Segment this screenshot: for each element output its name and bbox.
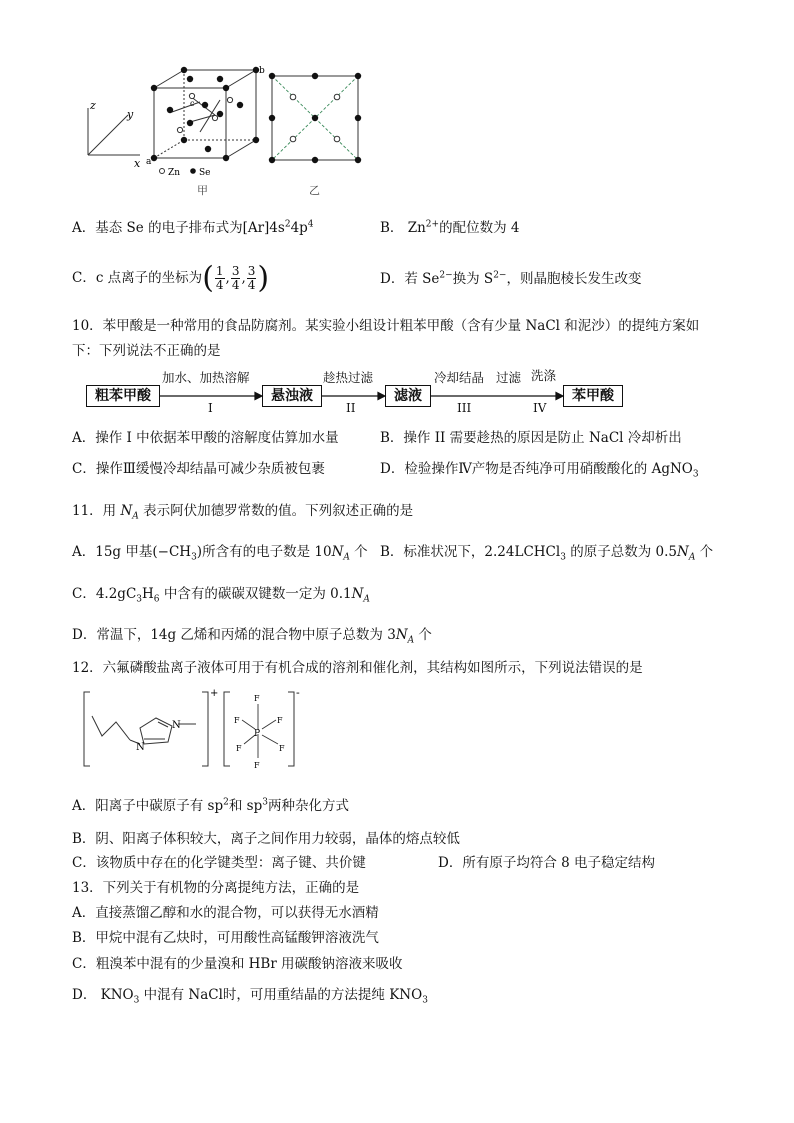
ring-nitrogen-top: N [172,720,181,731]
q12-option-d: D．所有原子均符合 8 电子稳定结构 [438,855,655,871]
legend-se: Se [199,168,211,178]
q11-option-d: D．常温下，14g 乙烯和丙烯的混合物中原子总数为 $3N_A$ 个 [72,627,432,646]
flow-box-filtrate: 滤液 [385,385,431,407]
q13-option-b: B．甲烷中混有乙炔时，可用酸性高锰酸钾溶液洗气 [72,930,379,946]
fluorine-atom: F [277,716,283,725]
fluorine-atom: F [234,716,240,725]
flow-step3b-label: 过滤 [496,370,522,385]
q12-option-b: B．阴、阳离子体积较大，离子之间作用力较弱，晶体的熔点较低 [72,831,460,847]
q13-option-c: C．粗溴苯中混有的少量溴和 HBr 用碳酸钠溶液来吸收 [72,956,403,972]
q10-option-c: C．操作Ⅲ缓慢冷却结晶可减少杂质被包裹 [72,461,325,477]
q10-option-a: A．操作 I 中依据苯甲酸的溶解度估算加水量 [72,430,339,446]
flow-roman-1: I [208,401,213,415]
flow-roman-2: II [346,401,356,415]
q10-stem-line2: 下：下列说法不正确的是 [72,343,221,359]
q11-stem: 11．用 $N_A$ 表示阿伏加德罗常数的值。下列叙述正确的是 [72,503,414,522]
axis-y-label: y [127,108,134,121]
fluorine-atom: F [279,744,285,753]
axis-x-label: x [134,157,141,170]
cation-charge: + [210,688,219,699]
q9-option-a: A．基态 Se 的电子排布式为$[Ar]4s^24p^4$ [72,219,314,236]
anion-charge: - [296,686,300,699]
legend-zn: Zn [168,168,181,178]
q12-option-a: A．阳离子中碳原子有 $sp^2$和 $sp^3$两种杂化方式 [72,797,349,814]
flow-arrows [0,0,794,420]
q11-option-a: A．15g 甲基$(-CH_3)$所含有的电子数是 $10N_A$ 个 [72,544,368,563]
caption-yi: 乙 [309,184,320,197]
q10-stem-line1: 10．苯甲酸是一种常用的食品防腐剂。某实验小组设计粗苯甲酸（含有少量 NaCl 和泥沙）的提纯方案如 [72,318,700,334]
flow-box-benzoic-acid: 苯甲酸 [563,385,623,407]
q9-option-d: D．若 $Se^{2-}$换为 $S^{2-}$，则晶胞棱长发生改变 [380,270,642,287]
q9-option-c: C．c 点离子的坐标为( $\frac{1}{4}$ , $\frac{3}{4}$ , $\frac{3}{4}$ ) [72,260,270,296]
flow-roman-3: III [457,401,472,415]
flow-box-crude-benzoic-acid: 粗苯甲酸 [86,385,160,407]
flow-step1-label: 加水、加热溶解 [162,370,250,385]
fluorine-atom: F [236,744,242,753]
q10-option-b: B．操作 II 需要趁热的原因是防止 NaCl 冷却析出 [380,430,682,446]
fluorine-atom: F [254,694,260,703]
flow-step4-label: 洗涤 [531,368,557,383]
point-a-label: a [146,157,152,167]
flow-box-suspension: 悬浊液 [262,385,322,407]
flow-roman-4: IV [533,401,547,415]
ionic-liquid-structure [78,684,308,774]
point-b-label: b [259,66,265,76]
q13-stem: 13．下列关于有机物的分离提纯方法，正确的是 [72,880,360,896]
caption-jia: 甲 [197,184,208,197]
q13-option-a: A．直接蒸馏乙醇和水的混合物，可以获得无水酒精 [72,905,379,921]
point-c-label: c [190,99,195,108]
ring-nitrogen-bottom: N [136,742,145,753]
q10-option-d: D．检验操作Ⅳ产物是否纯净可用硝酸酸化的 AgNO$_3$ [380,461,699,480]
axis-z-label: z [90,99,96,112]
q12-stem: 12．六氟磷酸盐离子液体可用于有机合成的溶剂和催化剂，其结构如图所示，下列说法错误的是 [72,660,643,676]
q11-option-c: C．$4.2gC_3H_6$ 中含有的碳碳双键数一定为 $0.1N_A$ [72,586,370,605]
flow-step3a-label: 冷却结晶 [434,370,485,385]
q12-option-c: C．该物质中存在的化学键类型：离子键、共价键 [72,855,366,871]
fluorine-atom: F [254,761,260,770]
q11-option-b: B．标准状况下，2.24LCHCl$_3$ 的原子总数为 $0.5N_A$ 个 [380,544,714,563]
q9-option-b: B． $Zn^{2+}$的配位数为 4 [380,219,520,236]
flow-step2-label: 趁热过滤 [323,370,374,385]
q13-option-d: D． $KNO_3$ 中混有 NaCl时，可用重结晶的方法提纯 $KNO_3$ [72,987,428,1006]
phosphorus-atom: P [254,729,261,739]
